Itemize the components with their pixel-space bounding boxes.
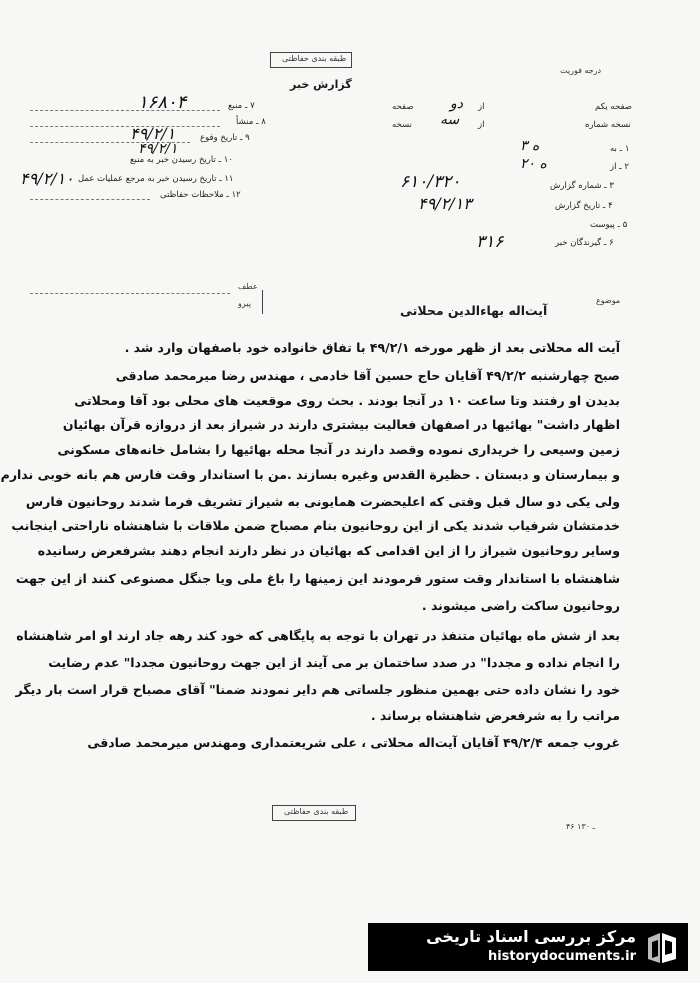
copy-count: سه <box>440 112 460 128</box>
subject-value: آیت‌اله بهاءالدین محلاتی <box>400 303 548 318</box>
copy-label: نسخه شماره <box>585 120 631 130</box>
body-line: اظهار داشت" بهائیها در اصفهان فعالیت بیشتری دارند در شیراز بعد از دروازه قرآن بهائیان <box>62 417 620 432</box>
field-event-date-value: ۴۹/۲/۱ <box>130 124 176 143</box>
field-security-notes-label: ۱۲ ـ ملاحظات حفاظتی <box>160 190 241 200</box>
watermark-title: مرکز بررسی اسناد تاریخی <box>426 927 636 946</box>
recipients-value: ۳۱۶ <box>476 232 504 252</box>
body-line: صبح چهارشنبه ۴۹/۲/۲ آقایان حاج حسین آقا خادمی ، مهندس رضا میرمحمد صادقی <box>115 368 620 383</box>
body-line: آیت اله محلاتی بعد از ظهر مورخه ۴۹/۲/۱ با تفاق خانواده خود باصفهان وارد شد . <box>124 340 620 355</box>
watermark-logo <box>368 923 688 971</box>
body-line: غروب جمعه ۴۹/۲/۴ آقایان آیت‌اله محلاتی ، علی شریعتمداری ومهندس میرمحمد صادقی <box>87 735 620 750</box>
page-of: از <box>478 102 485 112</box>
field-event-date-label: ۹ ـ تاریخ وقوع <box>200 133 250 143</box>
body-line: مراتب را به شرفعرض شاهنشاه برساند . <box>370 708 620 723</box>
copy-of: از <box>478 120 485 130</box>
section-divider <box>30 293 230 294</box>
field-received-date-label: ۱۰ ـ تاریخ رسیدن خبر به منبع <box>130 155 233 165</box>
report-date-label: ۴ ـ تاریخ گزارش <box>555 201 613 211</box>
body-line: بدیدن او رفتند وتا ساعت ۱۰ در آنجا بودند . بحث روی موقعیت های محلی بود آقا ومحلاتی <box>74 393 620 408</box>
report-number-label: ۳ ـ شماره گزارش <box>550 181 614 191</box>
field-from-label: ۲ ـ از <box>610 162 629 172</box>
field-origin-label: ۸ ـ منشأ <box>236 117 266 127</box>
body-line: ولی یکی دو سال قبل وقتی که اعلیحضرت همایونی به شیراز تشریف فرما شدند روحانیون فارس <box>25 494 620 509</box>
page-label: صفحه یکم <box>595 102 632 112</box>
copy-suffix: نسخه <box>392 120 412 130</box>
field-action-date-value: ۴۹/۲/۱۰ <box>20 169 74 188</box>
watermark-url: historydocuments.ir <box>487 949 636 964</box>
classification-bottom: طبقه بندی حفاظتی <box>284 807 349 816</box>
body-line: زمین وسیعی را خریداری نموده وقصد دارند در آنجا محله بهائیها را بشامل خانه‌های مسکونی <box>57 442 620 457</box>
recipients-label: ۶ ـ گیرندگان خبر <box>555 238 614 248</box>
subject-label: موضوع <box>596 296 621 305</box>
classification-top: طبقه بندی حفاظتی <box>282 54 347 63</box>
page-count: دو <box>450 96 463 112</box>
body-line: شاهنشاه با استاندار وقت ستور فرمودند این زمینها را باغ ملی ویا جنگل مصنوعی کنند از این جهت <box>15 571 620 586</box>
report-date-value: ۴۹/۲/۱۳ <box>418 194 472 213</box>
body-line: و بیمارستان و دبستان . حظیرة القدس وغیره بسازند .من با استاندار وقت فارس هم بانه خوبی ندارم <box>0 467 620 482</box>
field-received-date-value: ۴۹/۲/۱ <box>138 141 178 157</box>
page-suffix: صفحه <box>392 102 414 112</box>
priority-label: درجه فوریت <box>560 66 602 75</box>
reference-label: عطف <box>238 282 258 291</box>
field-source-value: ۱۶۸۰۴ <box>138 92 187 113</box>
body-line: روحانیون ساکت راضی میشوند . <box>421 598 620 613</box>
body-line: وسایر روحانیون شیراز را از این اقدامی که بهائیان در نظر دارند انجام دهند بشرفعرض رسانیده <box>37 543 620 558</box>
field-from-value: ۲۰ ه <box>520 156 547 172</box>
archive-book-icon <box>644 929 680 965</box>
field-action-date-label: ۱۱ ـ تاریخ رسیدن خبر به مرجع عملیات عمل <box>78 174 234 184</box>
attachment-label: ۵ ـ پیوست <box>590 220 628 230</box>
body-line: خدمتشان شرفیاب شدند یکی از این روحانیون بنام مصباح ضمن ملاقات با شاهنشاه ناراحتی اینجانب <box>11 518 620 533</box>
report-number-value: ۶۱۰/۳۲۰ <box>400 172 461 192</box>
body-line: را انجام نداده و مجددا" در صدد ساختمان بر می آیند از این جهت روحانیون مجددا" عدم رضایت <box>48 655 620 670</box>
field-to-value: ۳ ه <box>520 138 540 154</box>
body-line: بعد از شش ماه بهائیان متنفذ در تهران با توجه به پایگاهی که خود کند رهه‌ جاد ارند او امر شاهنشاه <box>16 628 620 643</box>
field-to-label: ۱ ـ به <box>610 144 630 154</box>
reference-sub: پیرو <box>238 299 251 308</box>
report-title: گزارش خبر <box>290 78 352 91</box>
field-source-label: ۷ ـ منبع <box>228 101 255 111</box>
form-code: ۴۶ ـ ۱۳۰ <box>566 822 595 831</box>
body-line: خود را نشان داده حتی بهمین منظور جلساتی هم دایر نمودند ضمنا" آقای مصباح قرار است بار دیگر <box>15 682 620 697</box>
